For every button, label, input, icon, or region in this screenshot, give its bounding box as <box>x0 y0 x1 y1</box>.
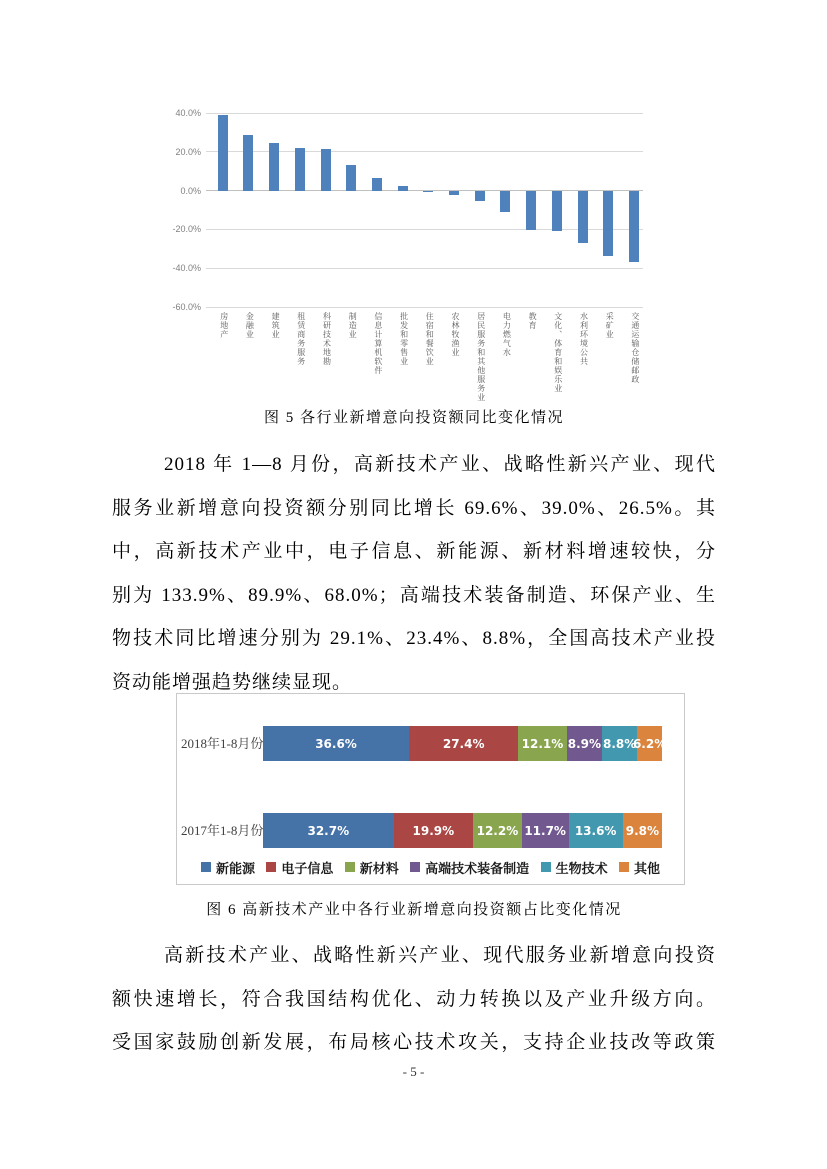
x-axis-category-label: 住宿和餐饮业 <box>425 312 435 366</box>
bar <box>578 191 588 244</box>
grid-line <box>206 268 643 269</box>
figure6-chart <box>176 693 685 885</box>
paragraph-line: 服务业新增意向投资额分别同比增长 69.6%、39.0%、26.5%。其 <box>112 497 716 519</box>
legend-label: 新能源 <box>216 860 256 876</box>
grid-line <box>206 113 643 114</box>
bar <box>372 178 382 191</box>
stacked-bar <box>263 726 667 761</box>
segment-value-label: 6.2% <box>632 736 667 751</box>
bar <box>269 143 279 191</box>
legend-swatch <box>619 862 629 872</box>
segment-value-label: 8.8% <box>603 736 637 751</box>
x-axis-category-label: 交通运输仓储邮政 <box>630 312 640 384</box>
x-axis-category-label: 电力燃气水 <box>502 312 512 357</box>
figure5-plot-area <box>206 113 643 307</box>
segment-value-label: 11.7% <box>524 823 566 838</box>
x-axis-category-label: 教育 <box>528 312 538 330</box>
bar <box>475 191 485 202</box>
bar <box>346 165 356 190</box>
figure6-caption: 图 6 高新技术产业中各行业新增意向投资额占比变化情况 <box>206 902 622 918</box>
figure5-caption: 图 5 各行业新增意向投资额同比变化情况 <box>263 410 564 426</box>
y-axis-tick-label: 40.0% <box>175 108 201 118</box>
legend-swatch <box>201 862 211 872</box>
legend-label: 新材料 <box>359 860 399 876</box>
row-label: 2017年1-8月份 <box>181 823 264 838</box>
paragraph-line: 受国家鼓励创新发展，布局核心技术攻关，支持企业技改等政策 <box>112 1032 716 1054</box>
segment-value-label: 13.6% <box>574 823 617 838</box>
x-axis-category-label: 采矿业 <box>605 312 615 339</box>
bar-segment <box>623 813 662 848</box>
x-axis-category-label: 居民服务和其他服务业 <box>476 312 486 402</box>
paragraph-line: 中，高新技术产业中，电子信息、新能源、新材料增速较快，分 <box>112 541 716 563</box>
paragraph-line: 高新技术产业、战略性新兴产业、现代服务业新增意向投资 <box>164 945 716 966</box>
bar <box>629 191 639 262</box>
y-axis-tick-label: 20.0% <box>175 146 201 157</box>
bar <box>423 191 433 192</box>
x-axis-category-label: 水利环境公共 <box>579 312 589 366</box>
bar-segment <box>409 726 518 761</box>
bar <box>321 149 331 191</box>
legend-label: 其他 <box>633 860 660 876</box>
legend-item <box>619 858 660 877</box>
bar-segment <box>263 813 394 848</box>
legend-swatch <box>266 862 276 872</box>
legend-item <box>541 858 608 877</box>
x-axis-category-label: 文化、体育和娱乐业 <box>553 312 563 393</box>
x-axis-category-label: 金融业 <box>245 312 255 339</box>
bar <box>449 191 459 195</box>
bar <box>603 191 613 256</box>
x-axis-category-label: 科研技术地勘 <box>322 312 332 366</box>
chart-legend <box>177 858 684 876</box>
x-axis-category-label: 批发和零售业 <box>399 312 409 366</box>
figure5-x-axis <box>206 312 643 404</box>
x-axis-category-label: 制造业 <box>348 312 358 339</box>
bar <box>218 115 228 191</box>
bar-segment <box>473 813 522 848</box>
legend-label: 生物技术 <box>555 860 608 876</box>
segment-value-label: 27.4% <box>442 736 485 751</box>
x-axis-category-label: 农林牧渔业 <box>451 312 460 357</box>
bar-segment <box>263 726 409 761</box>
bar <box>243 135 253 190</box>
segment-value-label: 12.2% <box>476 823 519 838</box>
segment-value-label: 32.7% <box>307 823 350 838</box>
paragraph-line: 物技术同比增速分别为 29.1%、23.4%、8.8%，全国高技术产业投 <box>112 628 716 650</box>
legend-swatch <box>345 862 355 872</box>
legend-swatch <box>410 862 420 872</box>
legend-swatch <box>541 862 551 872</box>
bar-segment <box>522 813 569 848</box>
paragraph-line: 2018 年 1—8 月份，高新技术产业、战略性新兴产业、现代 <box>164 454 716 475</box>
figure5-chart <box>165 100 685 405</box>
paragraph-2 <box>112 934 716 1065</box>
page-number: - 5 - <box>402 1064 425 1079</box>
paragraph-1 <box>112 443 716 705</box>
legend-label: 电子信息 <box>281 860 334 876</box>
bar-segment <box>632 726 667 761</box>
y-axis-tick-label: 0.0% <box>180 185 201 196</box>
bar-segment <box>567 726 603 761</box>
segment-value-label: 36.6% <box>315 736 357 751</box>
y-axis-tick-label: -20.0% <box>172 224 201 235</box>
bar <box>398 186 408 191</box>
legend-item <box>410 858 529 877</box>
stacked-bar <box>263 813 662 848</box>
bar <box>500 191 510 213</box>
x-axis-category-label: 建筑业 <box>271 312 281 339</box>
grid-line <box>206 307 643 308</box>
bar-segment <box>518 726 566 761</box>
bar-segment <box>569 813 623 848</box>
legend-item <box>345 858 399 877</box>
y-axis-tick-label: -60.0% <box>172 302 201 312</box>
legend-item <box>266 858 333 877</box>
bar <box>552 191 562 231</box>
segment-value-label: 9.8% <box>625 823 660 838</box>
bar <box>295 148 305 191</box>
x-axis-category-label: 房地产 <box>219 312 229 339</box>
bar <box>526 191 536 230</box>
paragraph-line: 别为 133.9%、89.9%、68.0%；高端技术装备制造、环保产业、生 <box>112 584 716 606</box>
bar-segment <box>394 813 473 848</box>
x-axis-category-label: 信息计算机软件 <box>373 312 383 375</box>
segment-value-label: 19.9% <box>412 823 455 838</box>
segment-value-label: 12.1% <box>521 736 564 751</box>
x-axis-category-label: 租赁商务服务 <box>296 312 306 366</box>
legend-item <box>201 858 255 877</box>
bar-segment <box>602 726 637 761</box>
row-label: 2018年1-8月份 <box>181 736 264 751</box>
legend-label: 高端技术装备制造 <box>425 860 530 876</box>
paragraph-line: 额快速增长，符合我国结构优化、动力转换以及产业升级方向。 <box>112 988 716 1010</box>
paragraph-line: 资动能增强趋势继续显现。 <box>112 671 353 693</box>
y-axis-tick-label: -40.0% <box>172 263 201 274</box>
segment-value-label: 8.9% <box>567 736 601 751</box>
